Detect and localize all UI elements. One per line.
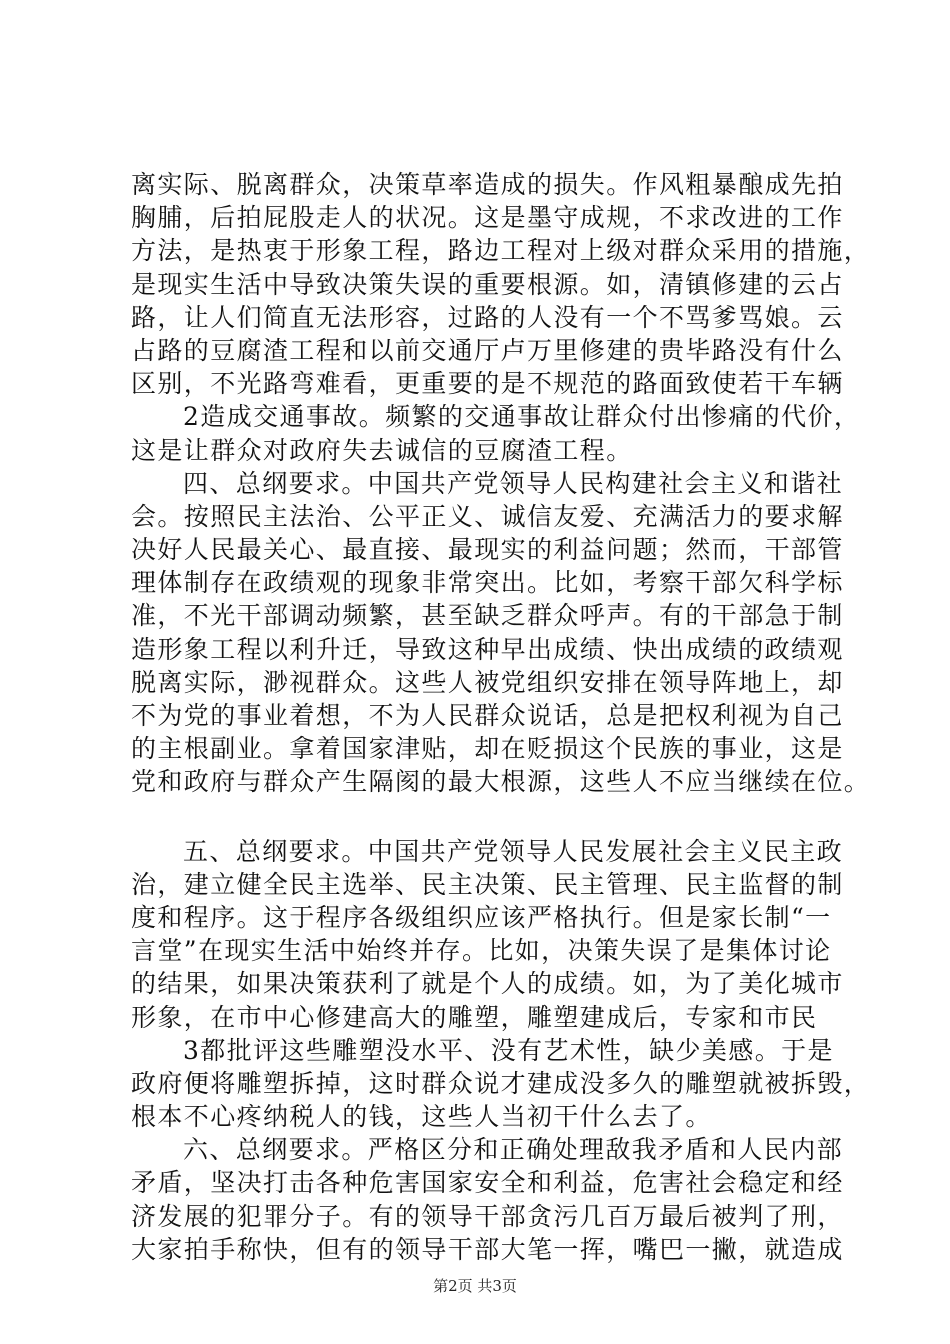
text-line: 的结果，如果决策获利了就是个人的成绩。如，为了美化城市 [131, 969, 844, 999]
text-line: 造形象工程以利升迁，导致这种早出成绩、快出成绩的政绩观 [131, 634, 844, 664]
document-body [131, 168, 871, 1266]
text-line: 3都批评这些雕塑没水平、没有艺术性，缺少美感。于是 [183, 1035, 834, 1065]
text-line: 治，建立健全民主选举、民主决策、民主管理、民主监督的制 [131, 869, 844, 899]
text-line: 不为党的事业着想，不为人民群众说话，总是把权利视为自己 [131, 701, 844, 730]
paragraph-3 [131, 1034, 871, 1134]
text-line: 党和政府与群众产生隔阂的最大根源，这些人不应当继续在位。 [131, 767, 871, 797]
text-line: 区别，不光路弯难看，更重要的是不规范的路面致使若干车辆 [131, 369, 844, 399]
text-line: 脱离实际，渺视群众。这些人被党组织安排在领导阵地上，却 [131, 667, 844, 697]
text-line: 六、总纲要求。严格区分和正确处理敌我矛盾和人民内部 [183, 1135, 844, 1165]
text-line: 是现实生活中导致决策失误的重要根源。如，清镇修建的云占 [131, 269, 844, 299]
paragraph-continued [131, 168, 871, 400]
text-line: 离实际、脱离群众，决策草率造成的损失。作风粗暴酿成先拍 [131, 170, 844, 199]
paragraph-section-5 [131, 835, 844, 1034]
text-line: 占路的豆腐渣工程和以前交通厅卢万里修建的贵毕路没有什么 [131, 335, 844, 365]
text-line: 2造成交通事故。频繁的交通事故让群众付出惨痛的代价， [183, 402, 861, 432]
text-line: 的主根副业。拿着国家津贴，却在贬损这个民族的事业，这是 [131, 734, 844, 764]
text-line: 度和程序。这于程序各级组织应该严格执行。但是家长制“一 [131, 902, 832, 932]
paragraph-section-4 [131, 467, 871, 799]
text-line: 理体制存在政绩观的现象非常突出。比如，考察干部欠科学标 [131, 568, 844, 598]
text-line: 四、总纲要求。中国共产党领导人民构建社会主义和谐社 [183, 468, 844, 498]
text-line: 政府便将雕塑拆掉，这时群众说才建成没多久的雕塑就被拆毁， [131, 1068, 871, 1098]
text-line: 准，不光干部调动频繁，甚至缺乏群众呼声。有的干部急于制 [131, 601, 844, 631]
paragraph-section-6 [131, 1133, 844, 1266]
text-line: 根本不心疼纳税人的钱，这些人当初干什么去了。 [131, 1102, 712, 1132]
text-line: 大家拍手称快，但有的领导干部大笔一挥，嘴巴一撇，就造成 [131, 1234, 844, 1264]
paragraph-gap [131, 799, 831, 835]
text-line: 矛盾，坚决打击各种危害国家安全和利益，危害社会稳定和经 [131, 1168, 844, 1198]
text-line: 五、总纲要求。中国共产党领导人民发展社会主义民主政 [183, 836, 844, 866]
text-line: 这是让群众对政府失去诚信的豆腐渣工程。 [131, 435, 633, 465]
text-line: 言堂”在现实生活中始终并存。比如，决策失误了是集体讨论 [131, 936, 832, 966]
text-line: 胸脯，后拍屁股走人的状况。这是墨守成规，不求改进的工作 [131, 203, 844, 233]
text-line: 路，让人们简直无法形容，过路的人没有一个不骂爹骂娘。云 [131, 302, 844, 332]
page-number-footer: 第2页 共3页 [433, 1277, 517, 1295]
text-line: 方法，是热衷于形象工程，路边工程对上级对群众采用的措施， [131, 236, 871, 266]
paragraph-2 [131, 400, 861, 466]
text-line: 决好人民最关心、最直接、最现实的利益问题；然而，干部管 [131, 535, 844, 565]
text-line: 形象，在市中心修建高大的雕塑，雕塑建成后，专家和市民 [131, 1002, 818, 1032]
text-line: 济发展的犯罪分子。有的领导干部贪污几百万最后被判了刑， [131, 1201, 844, 1231]
text-line: 会。按照民主法治、公平正义、诚信友爱、充满活力的要求解 [131, 501, 844, 531]
